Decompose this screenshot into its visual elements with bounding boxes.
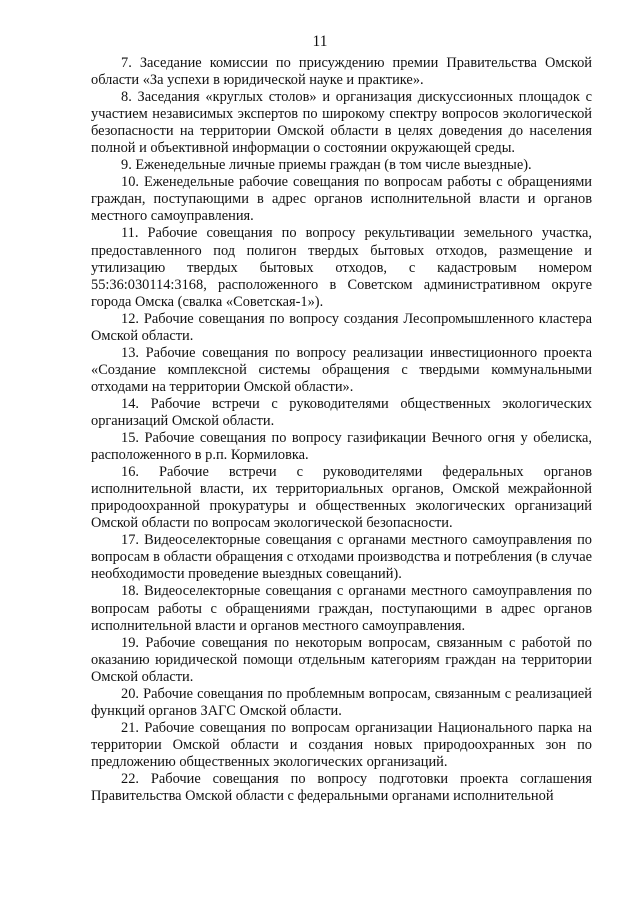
paragraph-item-7: 7. Заседание комиссии по присуждению премии Правительства Омской области «За успехи в юридической науке и практике». (91, 55, 592, 89)
paragraph-item-10: 10. Еженедельные рабочие совещания по вопросам работы с обращениями граждан, поступающими в адрес органов исполнительной власти и органов местного самоуправления. (91, 174, 592, 225)
paragraph-item-13: 13. Рабочие совещания по вопросу реализации инвестиционного проекта «Создание комплексной системы обращения с твердыми коммунальными отходами на территории Омской области». (91, 344, 592, 395)
paragraph-item-16: 16. Рабочие встречи с руководителями федеральных органов исполнительной власти, их территориальных органов, Омской межрайонной природоохранной прокуратуры и общественных экологических организаций Омской области по вопросам экологической безопасности. (91, 464, 592, 532)
paragraph-item-8: 8. Заседания «круглых столов» и организация дискуссионных площадок с участием независимых экспертов по широкому спектру вопросов экологической безопасности на территории Омской области в целях доведения до населения полной и объективной информации о состоянии окружающей среды. (91, 89, 592, 157)
paragraph-item-12: 12. Рабочие совещания по вопросу создания Лесопромышленного кластера Омской области. (91, 310, 592, 344)
paragraph-item-21: 21. Рабочие совещания по вопросам организации Национального парка на территории Омской области и создания новых природоохранных зон по предложению общественных экологических организаций. (91, 719, 592, 770)
paragraph-item-17: 17. Видеоселекторные совещания с органами местного самоуправления по вопросам в области обращения с отходами производства и потребления (в случае необходимости проведение выездных совещаний). (91, 532, 592, 583)
paragraph-item-15: 15. Рабочие совещания по вопросу газификации Вечного огня у обелиска, расположенного в р.п. Кормиловка. (91, 430, 592, 464)
paragraph-item-11: 11. Рабочие совещания по вопросу рекультивации земельного участка, предоставленного под полигон твердых бытовых отходов, размещение и утилизацию твердых бытовых отходов, с кадастровым номером 55:36:030114:3168, расположенного в Советском административном округе города Омска (свалка «Советская-1»). (91, 225, 592, 310)
document-body (91, 55, 592, 805)
paragraph-item-18: 18. Видеоселекторные совещания с органами местного самоуправления по вопросам работы с обращениями граждан, поступающими в адрес органов исполнительной власти и органов местного самоуправления. (91, 583, 592, 634)
paragraph-item-19: 19. Рабочие совещания по некоторым вопросам, связанным с работой по оказанию юридической помощи отдельным категориям граждан на территории Омской области. (91, 634, 592, 685)
page-number: 11 (312, 33, 328, 50)
paragraph-item-9: 9. Еженедельные личные приемы граждан (в том числе выездные). (121, 157, 532, 174)
paragraph-item-14: 14. Рабочие встречи с руководителями общественных экологических организаций Омской области. (91, 395, 592, 429)
paragraph-item-20: 20. Рабочие совещания по проблемным вопросам, связанным с реализацией функций органов ЗАГС Омской области. (91, 685, 592, 719)
paragraph-item-22: 22. Рабочие совещания по вопросу подготовки проекта соглашения Правительства Омской области с федеральными органами исполнительной (91, 770, 592, 805)
